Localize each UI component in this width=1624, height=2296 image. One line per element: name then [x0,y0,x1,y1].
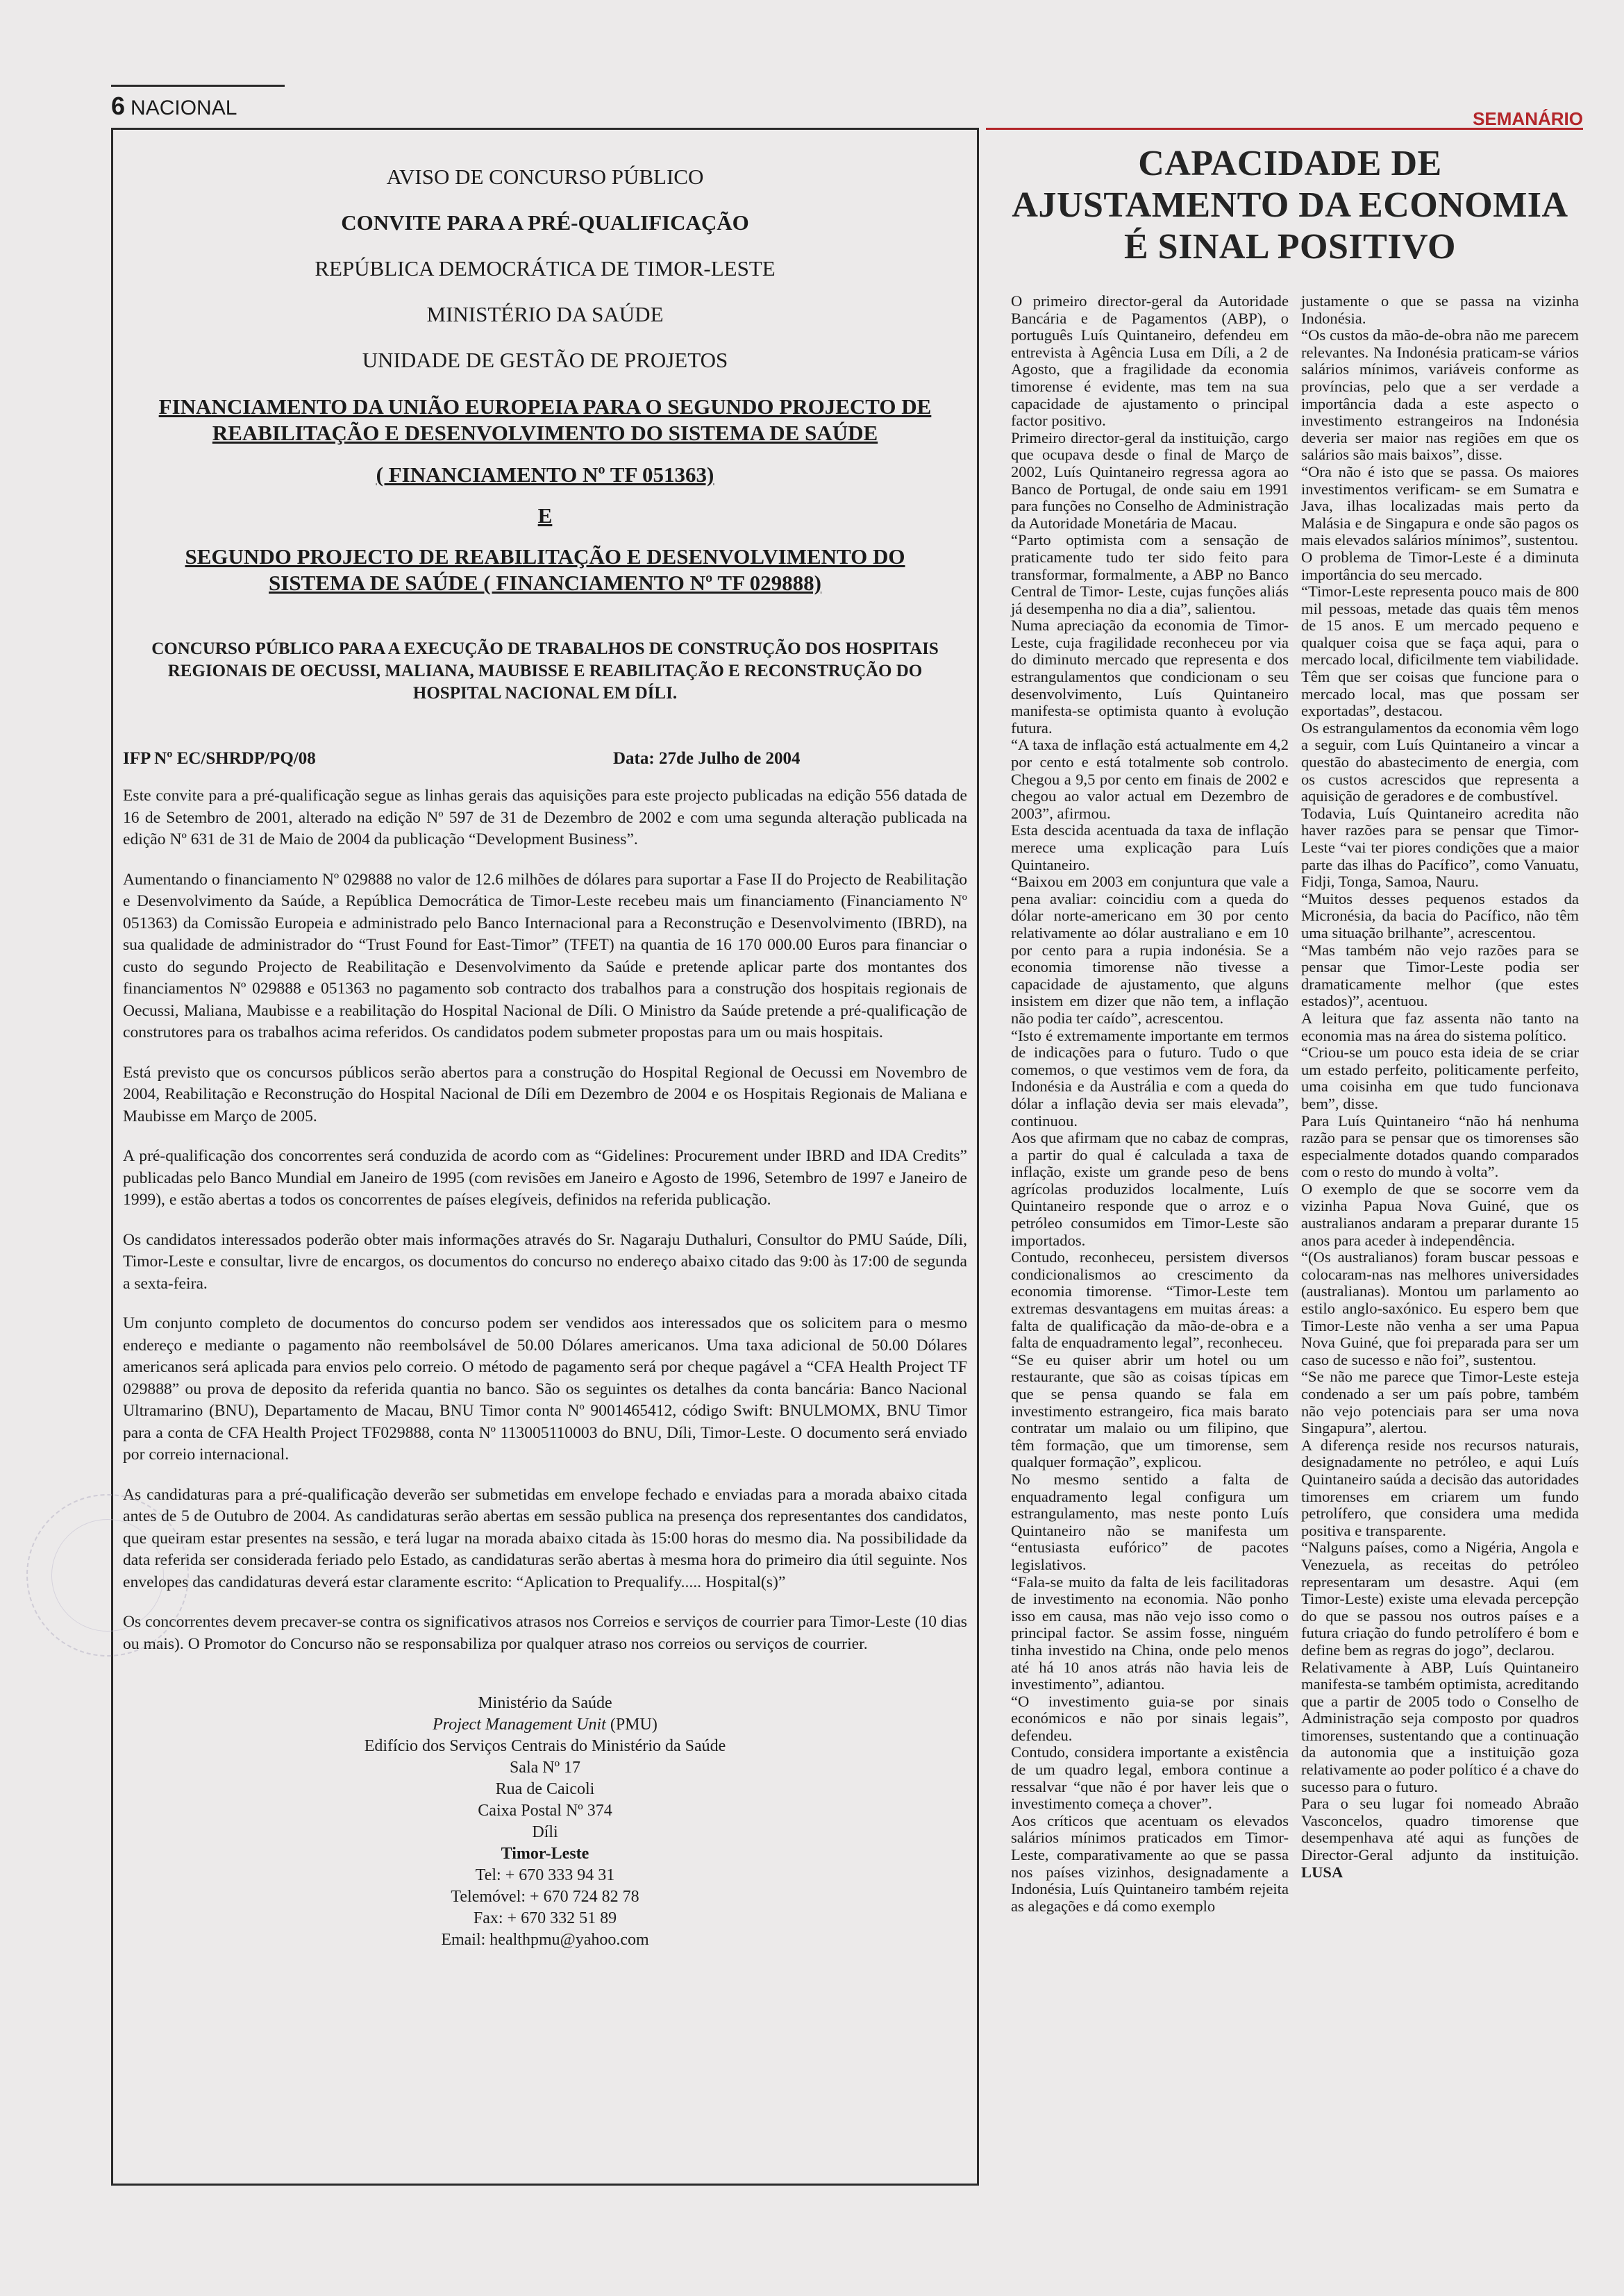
contact-fax: Fax: + 670 332 51 89 [473,1909,617,1927]
contact-room: Sala Nº 17 [509,1759,581,1777]
article-paragraph: A diferença reside nos recursos naturais, designadamente no petróleo, e aqui Luís Quintaneiro saúda a decisão das autoridades timorenses em criarem um fundo petrolífero, que considera uma medida positiva e transparente. [1301,1436,1579,1539]
notice-paragraph: Os concorrentes devem precaver-se contra os significativos atrasos nos Correios e serviços de courrier para Timor-Leste (10 dias ou mais). O Promotor do Concurso não se responsabiliza por qualquer atraso nos correios ou serviços de courrier. [123,1613,967,1653]
notice-paragraph: Os candidatos interessados poderão obter mais informações através do Sr. Nagaraju Duthaluri, Consultor do PMU Saúde, Díli, Timor-Leste e consultar, livre de encargos, os documentos do concurso no endereço abaixo citado das 9:00 às 17:00 de segunda a sexta-feira. [123,1230,967,1293]
notice-ifp-number: IFP Nº EC/SHRDP/PQ/08 [123,749,316,768]
section-name: NACIONAL [131,97,237,119]
notice-unit: UNIDADE DE GESTÃO DE PROJETOS [362,348,728,372]
article-paragraph: Contudo, considera importante a existência de um quadro legal, embora continue a ressalvar “que não é por haver leis que o investimento começa a chover”. [1011,1743,1289,1813]
contact-building: Edifício dos Serviços Centrais do Ministério da Saúde [364,1737,726,1755]
article-paragraph: “Timor-Leste representa pouco mais de 800 mil pessoas, metade das quais têm menos de 15 anos. E um mercado pequeno e qualquer coisa que se faça aqui, para o mercado local, dificilmente tem viabilidade. Têm que ser coisas que funcione para o mercado local, mas que possam ser exportadas”, destacou. [1301,583,1579,720]
article-paragraph: “Mas também não vejo razões para se pensar que Timor-Leste podia ser dramaticamente melhor (que estes estados)”, acentuou. [1301,941,1579,1010]
contact-ministry: Ministério da Saúde [478,1694,612,1712]
contact-po-box: Caixa Postal Nº 374 [478,1802,612,1820]
article-paragraph: “Muitos desses pequenos estados da Micronésia, da bacia do Pacífico, não têm uma situação brilhante”, acrescentou. [1301,889,1579,941]
notice-date: Data: 27de Julho de 2004 [613,749,801,768]
notice-paragraph: Este convite para a pré-qualificação segue as linhas gerais das aquisições para este projecto publicadas na edição 556 datada de 16 de Setembro de 2001, alterado na edição Nº 597 de 31 de Dezembro de 2002 e com uma segunda alteração publicada na edição Nº 631 de 31 de Maio de 2004 da publicação “Development Business”. [123,787,967,848]
article-column-2 [1301,293,1579,1881]
article-paragraph: Numa apreciação da economia de Timor-Leste, cuja fragilidade reconheceu por via do diminuto mercado que representa e dos estrangulamentos que condicionam o seu desenvolvimento, Luís Quintaneiro manifesta-se optimista quanto à evolução futura. [1011,617,1289,737]
notice-title-project: SEGUNDO PROJECTO DE REABILITAÇÃO E DESENVOLVIMENTO DO SISTEMA DE SAÚDE ( FINANCIAMENTO Nº TF 029888) [185,544,905,595]
article-paragraph: “Fala-se muito da falta de leis facilitadoras de investimento na economia. Não ponho isso em causa, mas não vejo isso como o principal factor. Se assim fosse, ninguém tinha investido na China, onde pelo menos até há 10 anos atrás não havia leis de investimento”, adiantou. [1011,1573,1289,1693]
page-header [111,82,1583,129]
notice-ministry: MINISTÉRIO DA SAÚDE [426,302,664,326]
article-paragraph: A leitura que faz assenta não tanto na economia mas na área do sistema político. [1301,1009,1579,1044]
notice-contact-block [123,1693,967,1951]
contact-email: Email: healthpmu@yahoo.com [441,1931,649,1949]
article-paragraph: Esta descida acentuada da taxa de inflação merece uma explicação para Luís Quintaneiro. [1011,821,1289,873]
notice-heading: AVISO DE CONCURSO PÚBLICO [386,165,704,189]
article-paragraph: Aos críticos que acentuam os elevados salários mínimos praticados em Timor-Leste, comparativamente ao que se passa nos países vizinhos, designadamente a Indonésia, Luís Quintaneiro também rejeita as alegações e dá como exemplo [1011,1811,1289,1915]
article-paragraph: “Os custos da mão-de-obra não me parecem relevantes. Na Indonésia praticam-se vários salários mínimos, variáveis conforme as províncias, pelo que a ser verdade a importância dada a este aspecto o investimento estrangeiros na Indonésia deveria ser maior nas regiões em que os salários são mais baixos”, disse. [1301,326,1579,464]
notice-reference-row [123,749,967,777]
article-column-1 [1011,293,1289,1915]
article-paragraph: Os estrangulamentos da economia vêm logo a seguir, com Luís Quintaneiro a vincar a questão do abastecimento de energia, com os custos acrescidos que representa a aquisição de geradores e de combustível. [1301,719,1579,805]
newspaper-brand: SEMANÁRIO [1473,108,1583,129]
article-last-sentence: Para o seu lugar foi nomeado Abraão Vasconcelos, quadro timorense que desempenhava até aqui as funções de Director-Geral adjunto da instituição. [1301,1795,1579,1864]
contact-country: Timor-Leste [501,1845,589,1863]
public-tender-notice [111,128,979,2186]
article-paragraph: justamente o que se passa na vizinha Indonésia. [1301,292,1579,327]
contact-city: Díli [532,1823,558,1841]
notice-tender-subject: CONCURSO PÚBLICO PARA A EXECUÇÃO DE TRABALHOS DE CONSTRUÇÃO DOS HOSPITAIS REGIONAIS DE OECUSSI, MALIANA, MAUBISSE E REABILITAÇÃO E RECONSTRUÇÃO DO HOSPITAL NACIONAL EM DÍLI. [151,639,939,703]
article-paragraph: Contudo, reconheceu, persistem diversos condicionalismos ao crescimento da economia timorense. “Timor-Leste tem extremas desvantagens em muitas áreas: a falta de qualificação da mão-de-obra e a falta de enquadramento legal”, reconheceu. [1011,1248,1289,1352]
article-paragraph: “Ora não é isto que se passa. Os maiores investimentos verificam- se em Sumatra e Java, ilhas localizadas mais perto da Malásia e de Singapura e onde são pagos os mais elevados salários mínimos”, sustentou. [1301,462,1579,549]
contact-pmu-name: Project Management Unit [433,1716,606,1734]
faded-stamp [26,1494,189,1657]
article-paragraph: “Se eu quiser abrir um hotel ou um restaurante, que são as coisas típicas em que se pensa quando se fala em investimento estrangeiro, fica mais barato contratar um malaio ou um filipino, que têm formação, que um timorense, sem qualquer formação”, explicou. [1011,1350,1289,1471]
notice-paragraph: A pré-qualificação dos concorrentes será conduzida de acordo com as “Gidelines: Procurement under IBRD and IDA Credits” publicadas pelo Banco Mundial em Janeiro de 1995 (com revisões em Janeiro e Agosto de 1996, Setembro de 1997 e Janeiro de 1999), e estão abertas a todos os concorrentes de países elegíveis, definidos na referida publicação. [123,1147,967,1209]
article-paragraph: “(Os australianos) foram buscar pessoas e colocaram-nas nas melhores universidades (australianas). Montou um parlamento ao estilo anglo-saxónico. Eu espero bem que Timor-Leste não venha a ser uma Papua Nova Guiné, que foi preparada para ser um caso de sucesso e não foi”, sustentou. [1301,1248,1579,1368]
contact-street: Rua de Caicoli [495,1780,595,1798]
article-paragraph: “A taxa de inflação está actualmente em 4,2 por cento e está totalmente sob controlo. Chegou a 9,5 por cento em finais de 2002 e chegou ao valor actual em Dezembro de 2003”, afirmou. [1011,736,1289,822]
news-article [997,143,1583,1915]
article-paragraph: O exemplo de que se socorre vem da vizinha Papua Nova Guiné, que os australianos andaram a preparar durante 15 anos para aceder à independência. [1301,1180,1579,1249]
notice-paragraph: Está previsto que os concursos públicos serão abertos para a construção do Hospital Regional de Oecussi em Novembro de 2004, Reabilitação e Reconstrução do Hospital Nacional de Díli em Dezembro de 2004 e os Hospitais Regionais de Maliana e Maubisse em Março de 2005. [123,1063,967,1125]
contact-telephone: Tel: + 670 333 94 31 [475,1866,615,1884]
contact-pmu-abbr: (PMU) [605,1716,658,1734]
page-number: 6 [111,92,126,120]
contact-pmu [123,1714,967,1736]
article-paragraph: Todavia, Luís Quintaneiro acredita não haver razões para se pensar que Timor-Leste “vai ter piores condições que a maior parte das ilhas do Pacífico”, como Vanuatu, Fidji, Tonga, Samoa, Nauru. [1301,804,1579,891]
notice-paragraph: Aumentando o financiamento Nº 029888 no valor de 12.6 milhões de dólares para suportar a Fase II do Projecto de Reabilitação e Desenvolvimento da Saúde, a República Democrática de Timor-Leste recebeu mais um financiamento (Financiamento Nº 051363) da Comissão Europeia e administrado pelo Banco Internacional para a Reconstrução e Desenvolvimento (IBRD), na sua qualidade de administrador do “Trust Found for East-Timor” (TFET) na quantia de 16 170 000.00 Euros para financiar o custo do segundo Projecto de Reabilitação e Desenvolvimento da Saúde e pretende aplicar parte dos montantes dos financiamentos Nº 029888 e 051363 no pagamento sob contracto dos trabalhos para a construção dos hospitais regionais de Oecussi, Maliana, Maubisse e a reabilitação do Hospital Nacional de Díli. O Ministro da Saúde pretende a pré-qualificação de construtores para os trabalhos acima referidos. Os candidatos podem submeter propostas para um ou mais hospitais. [123,870,967,1041]
notice-paragraph: As candidaturas para a pré-qualificação deverão ser submetidas em envelope fechado e enviadas para a morada abaixo citada antes de 5 de Outubro de 2004. As candidaturas serão abertas em sessão publica na presença dos representantes dos candidatos, que queiram estar presentes na sessão, e terá lugar na morada abaixo citada às 15:00 horas do mesmo dia. Na possibilidade da data referida ser considerada feriado pelo Estado, as candidaturas serão abertas à mesma hora do primeiro dia útil seguinte. Nos envelopes das candidaturas deverá estar claramente escrito: “Aplication to Prequalify..... Hospital(s)” [123,1485,967,1591]
article-paragraph: No mesmo sentido a falta de enquadramento legal configura um estrangulamento, mas neste ponto Luís Quintaneiro não se manifesta um “entusiasta eufórico” de pacotes legislativos. [1011,1470,1289,1573]
article-paragraph: Para Luís Quintaneiro “não há nenhuma razão para se pensar que os timorenses são especialmente dotados quando comparados com o resto do mundo à volta”. [1301,1112,1579,1181]
notice-title-financing-number: ( FINANCIAMENTO Nº TF 051363) [376,462,714,487]
article-paragraph: “Baixou em 2003 em conjuntura que vale a pena avaliar: coincidiu com a queda do dólar norte-americano em 30 por cento relativamente ao dólar australiano e em 10 por cento para a rupia indonésia. Se a economia timorense não tivesse a capacidade de ajustamento, que alguns insistem em dizer que não tem, a inflação não podia ter caído”, acrescentou. [1011,873,1289,1027]
article-paragraph: Aos que afirmam que no cabaz de compras, a partir do qual é calculada a taxa de inflação, existe um grande peso de bens agrícolas produzidos localmente, Luís Quintaneiro responde que o arroz e o petróleo consumidos em Timor-Leste são importados. [1011,1129,1289,1249]
article-paragraph: “Isto é extremamente importante em termos de indicações para o futuro. Tudo o que comemos, o que vestimos vem de fora, da Indonésia e da Austrália e com a queda do dólar a inflação devia ser mais elevada”, continuou. [1011,1026,1289,1130]
article-paragraph: Primeiro director-geral da instituição, cargo que ocupava desde o final de Março de 2002, Luís Quintaneiro regressa agora ao Banco de Portugal, de onde saiu em 1991 para funções no Conselho de Administração da Autoridade Monetária de Macau. [1011,428,1289,532]
article-paragraph: “Se não me parece que Timor-Leste esteja condenado a ser um país pobre, também não vejo potenciais para ser uma nova Singapura”, alertou. [1301,1368,1579,1437]
article-paragraph: “Parto optimista com a sensação de praticamente tudo ter sido feito para transformar, formalmente, a ABP no Banco Central de Timor- Leste, cujas funções aliás já desempenha no dia a dia”, salientou. [1011,531,1289,617]
notice-country: REPÚBLICA DEMOCRÁTICA DE TIMOR-LESTE [315,256,776,280]
notice-title-financing: FINANCIAMENTO DA UNIÃO EUROPEIA PARA O SEGUNDO PROJECTO DE REABILITAÇÃO E DESENVOLVIMENTO DO SISTEMA DE SAÚDE [158,394,932,445]
article-paragraph: O problema de Timor-Leste é a diminuta importância do seu mercado. [1301,548,1579,583]
article-headline: CAPACIDADE DE AJUSTAMENTO DA ECONOMIA É SINAL POSITIVO [1012,144,1568,267]
header-rule [111,85,285,87]
article-paragraph: O primeiro director-geral da Autoridade Bancária e de Pagamentos (ABP), o português Luís Quintaneiro, defendeu em entrevista à Agência Lusa em Díli, a 2 de Agosto, que a fragilidade da economia timorense é evidente, mas tem na sua capacidade de ajustamento o principal factor positivo. [1011,292,1289,430]
article-paragraph: “Criou-se um pouco esta ideia de se criar um estado perfeito, politicamente perfeito, uma coisinha em que tudo funcionava bem”, disse. [1301,1044,1579,1112]
contact-mobile: Telemóvel: + 670 724 82 78 [451,1888,639,1906]
article-paragraph: Relativamente à ABP, Luís Quintaneiro manifesta-se também optimista, acreditando que a partir de 2005 todo o Conselho de Administração seja composto por quadros timorenses, sustentando que a continuação da autonomia que a instituição goza relativamente ao poder político é a chave do sucesso para o futuro. [1301,1658,1579,1795]
article-paragraph [1301,1795,1579,1881]
notice-paragraph: Um conjunto completo de documentos do concurso podem ser vendidos aos interessados que os solicitem para o mesmo endereço e mediante o pagamento não reembolsável de 50.00 Dólares americanos. Uma taxa adicional de 50.00 Dólares americanos será aplicada para envios pelo correio. O método de pagamento será por cheque pagável a “CFA Health Project TF 029888” ou prova de deposito da referida quantia no banco. São os seguintes os detalhes da conta bancária: Banco Nacional Ultramarino (BNU), Departamento de Macau, BNU Timor conta Nº 9001465412, código Swift: BNULMOMX, BNU Timor para a conta de CFA Health Project TF029888, conta Nº 113005110003 do BNU, Díli, Timor-Leste. O documento será enviado por correio internacional. [123,1314,967,1464]
notice-conjunction: E [537,503,553,528]
article-paragraph: “O investimento guia-se por sinais económicos e não por sinais legais”, defendeu. [1011,1692,1289,1744]
article-byline: LUSA [1301,1863,1343,1881]
notice-subheading: CONVITE PARA A PRÉ-QUALIFICAÇÃO [341,210,749,235]
brand-rule [986,128,1583,130]
section-label [111,92,237,121]
article-paragraph: “Nalguns países, como a Nigéria, Angola e Venezuela, as receitas do petróleo representaram um desastre. Aqui (em Timor-Leste) existe uma elevada percepção do que se passou nos outros países e a futura criação do fundo petrolífero é bom e define bem as regras do jogo”, declarou. [1301,1539,1579,1659]
faded-stamp-ring [51,1519,164,1632]
